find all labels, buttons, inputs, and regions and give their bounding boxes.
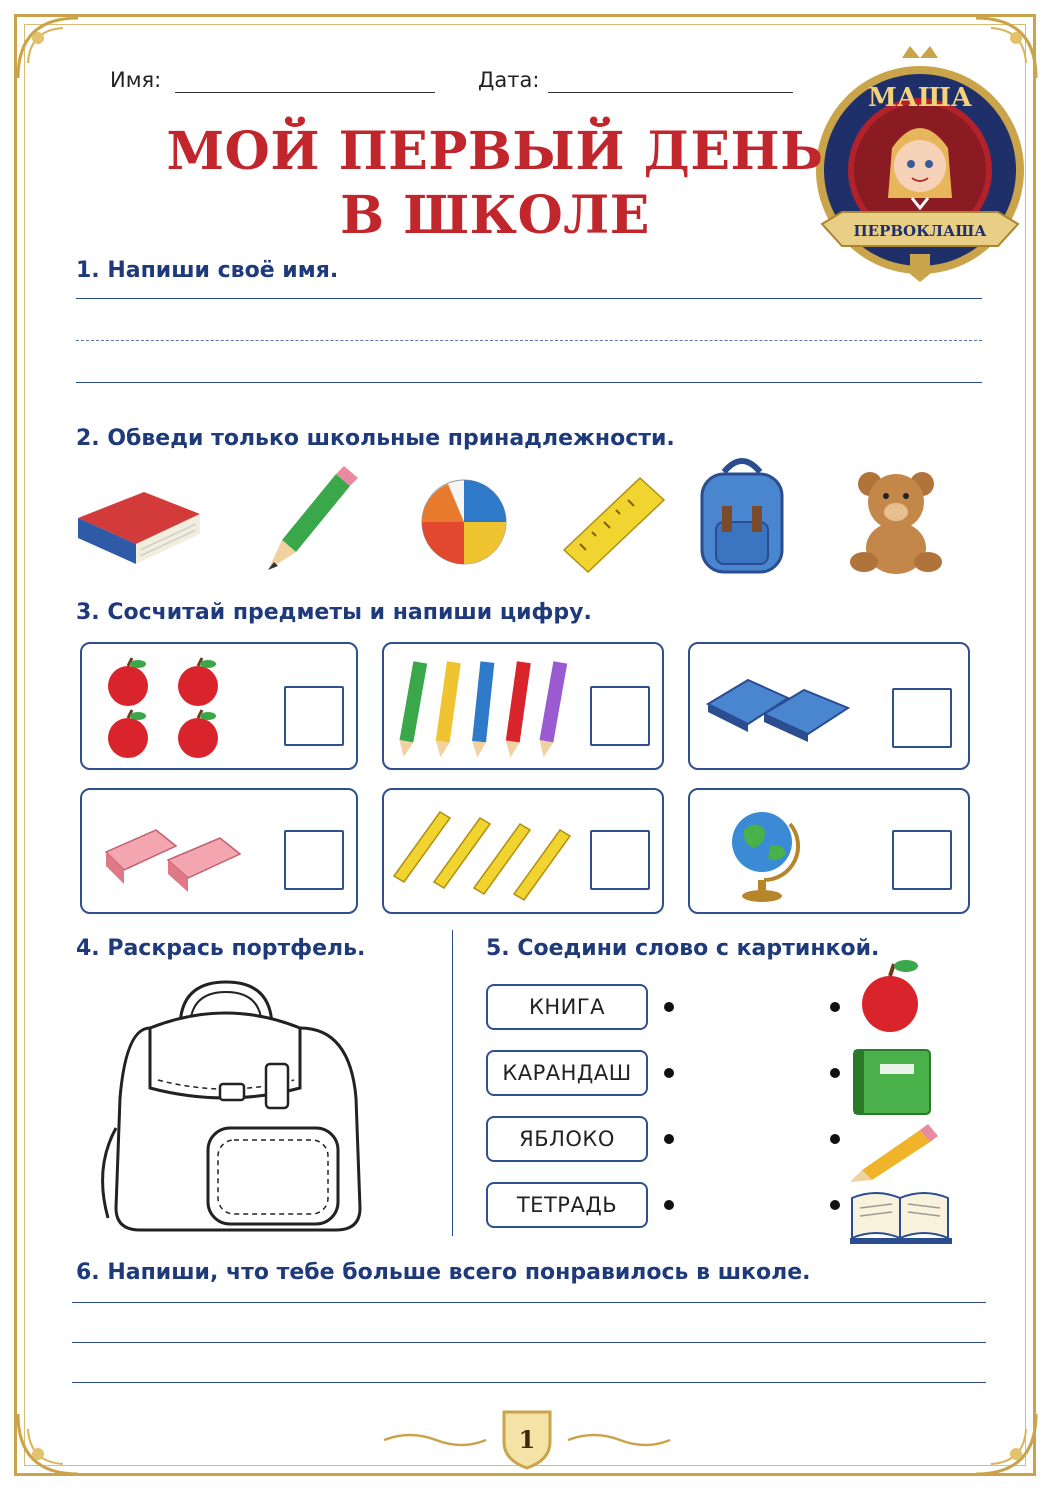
count-box-globe: [688, 788, 970, 914]
pencil-icon[interactable]: [264, 462, 356, 574]
answer-box[interactable]: [892, 688, 952, 748]
section-divider: [452, 930, 453, 1236]
notebook-icon[interactable]: [850, 1046, 938, 1118]
pencil-icon: [394, 654, 574, 764]
name-label: Имя:: [110, 68, 162, 92]
backpack-outline-icon[interactable]: [100, 968, 372, 1238]
date-label: Дата:: [478, 68, 540, 92]
apple-icon[interactable]: [856, 958, 926, 1034]
corner-ornament-icon: [8, 1404, 88, 1484]
teddy-bear-icon[interactable]: [848, 464, 946, 576]
match-dot-right[interactable]: [830, 1068, 840, 1078]
ruler-icon: [390, 798, 580, 908]
pencil-icon[interactable]: [848, 1120, 940, 1182]
globe-icon: [724, 802, 804, 906]
writing-line[interactable]: [72, 1302, 986, 1303]
count-box-rulers: [382, 788, 664, 914]
badge-ribbon-text: ПЕРВОКЛАША: [853, 222, 987, 240]
backpack-icon[interactable]: [694, 454, 790, 576]
count-box-erasers: [80, 788, 358, 914]
date-field[interactable]: [548, 92, 793, 93]
match-dot-right[interactable]: [830, 1200, 840, 1210]
writing-line[interactable]: [72, 1382, 986, 1383]
match-dot-left[interactable]: [664, 1134, 674, 1144]
word-box-3[interactable]: ЯБЛОКО: [486, 1116, 648, 1162]
corner-ornament-icon: [966, 1404, 1046, 1484]
corner-ornament-icon: [8, 8, 88, 88]
task-5-heading: 5. Соедини слово с картинкой.: [486, 936, 880, 961]
page-title: [100, 120, 890, 248]
answer-box[interactable]: [284, 686, 344, 746]
ruler-icon[interactable]: [560, 474, 668, 574]
match-dot-right[interactable]: [830, 1134, 840, 1144]
match-dot-left[interactable]: [664, 1068, 674, 1078]
answer-box[interactable]: [590, 686, 650, 746]
eraser-icon: [102, 824, 252, 894]
title-line-2: В ШКОЛЕ: [340, 185, 650, 246]
title-line-1: МОЙ ПЕРВЫЙ ДЕНЬ: [166, 121, 824, 182]
writing-line-dashed: [76, 340, 982, 341]
page-number-shield: [500, 1406, 554, 1470]
task-6-heading: 6. Напиши, что тебе больше всего понравилось в школе.: [76, 1260, 811, 1285]
match-dot-left[interactable]: [664, 1002, 674, 1012]
ball-icon[interactable]: [418, 476, 510, 568]
task-2-heading: 2. Обведи только школьные принадлежности.: [76, 426, 675, 451]
writing-line[interactable]: [76, 382, 982, 383]
badge-top-text: МАША: [867, 83, 973, 113]
word-box-2[interactable]: КАРАНДАШ: [486, 1050, 648, 1096]
match-dot-right[interactable]: [830, 1002, 840, 1012]
writing-line[interactable]: [76, 298, 982, 299]
writing-line[interactable]: [72, 1342, 986, 1343]
task-4-heading: 4. Раскрась портфель.: [76, 936, 366, 961]
name-field[interactable]: [175, 92, 435, 93]
apple-icon: [102, 656, 232, 760]
flourish-ornament-icon: [380, 1430, 490, 1450]
task-1-heading: 1. Напиши своё имя.: [76, 258, 339, 283]
book-icon[interactable]: [74, 488, 204, 568]
word-box-1[interactable]: КНИГА: [486, 984, 648, 1030]
count-box-pencils: [382, 642, 664, 770]
count-box-notebooks: [688, 642, 970, 770]
count-box-apples: [80, 642, 358, 770]
open-book-icon[interactable]: [848, 1186, 954, 1244]
match-dot-left[interactable]: [664, 1200, 674, 1210]
flourish-ornament-icon: [564, 1430, 674, 1450]
answer-box[interactable]: [590, 830, 650, 890]
word-box-4[interactable]: ТЕТРАДЬ: [486, 1182, 648, 1228]
answer-box[interactable]: [284, 830, 344, 890]
notebook-icon: [704, 674, 854, 744]
answer-box[interactable]: [892, 830, 952, 890]
task-3-heading: 3. Сосчитай предметы и напиши цифру.: [76, 600, 592, 625]
page-number: 1: [518, 1425, 536, 1454]
